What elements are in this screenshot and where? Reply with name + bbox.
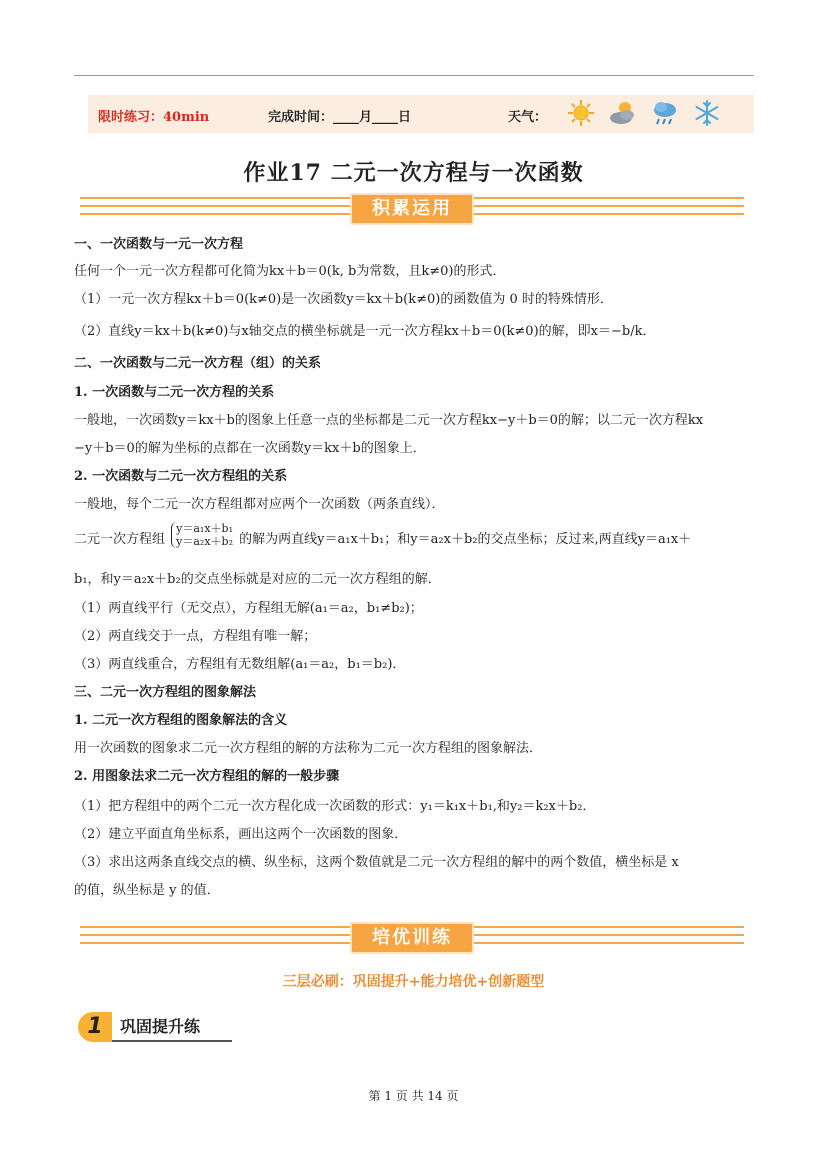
paragraph-text: 二元一次方程组 xyxy=(74,532,166,547)
paragraph-line: −y＋b＝0的解为坐标的点都在一次函数y＝kx＋b的图象上． xyxy=(74,441,426,456)
paragraph-text: 的解为两直线y＝a₁x＋b₁；和y＝a₂x＋b₂的交点坐标；反过来,两直线y＝a₁x＋ xyxy=(239,532,692,547)
equation-system-brace xyxy=(171,522,233,548)
heading-section-2: 二、一次函数与二元一次方程（组）的关系 xyxy=(74,356,322,371)
level-number: 1 xyxy=(78,1012,112,1042)
equation-system-line xyxy=(74,521,754,550)
subheading: 2. 用图象法求二元一次方程组的解的一般步骤 xyxy=(74,769,340,784)
weather-label: 天气： xyxy=(508,110,548,125)
equation-2: y＝a₂x＋b₂ xyxy=(176,534,233,548)
paragraph-line: 的值，纵坐标是 y 的值． xyxy=(74,883,220,898)
page-footer: 第 1 页 共 14 页 xyxy=(368,1089,459,1103)
time-limit-label: 限时练习：40min xyxy=(98,110,210,125)
completion-time-label: 完成时间：____月____日 xyxy=(268,110,412,125)
paragraph-line: （1）一元一次方程kx＋b＝0(k≠0)是一次函数y＝kx＋b(k≠0)的函数值为 0 时的特殊情形． xyxy=(74,292,613,307)
heading-section-3: 三、二元一次方程组的图象解法 xyxy=(74,685,257,700)
tagline: 三层必刷：巩固提升+能力培优+创新题型 xyxy=(282,974,545,990)
paragraph-line: （2）直线y＝kx＋b(k≠0)与x轴交点的横坐标就是一元一次方程kx＋b＝0(k≠0)的解，即x＝−b/k． xyxy=(74,324,656,339)
paragraph-line: 一般地，每个二元一次方程组都对应两个一次函数（两条直线）． xyxy=(74,497,445,512)
subheading: 1. 二元一次方程组的图象解法的含义 xyxy=(74,713,288,728)
snowflake-icon xyxy=(692,98,722,128)
paragraph-line: 一般地，一次函数y＝kx＋b的图象上任意一点的坐标都是二元一次方程kx−y＋b＝0的解；以二元一次方程kx xyxy=(74,413,704,428)
partly-cloudy-icon xyxy=(608,98,638,128)
equation-1: y＝a₁x＋b₁ xyxy=(176,521,233,535)
sun-icon xyxy=(566,98,596,128)
paragraph-line: b₁，和y＝a₂x＋b₂的交点坐标就是对应的二元一次方程组的解． xyxy=(74,572,441,587)
list-item: （3）求出这两条直线交点的横、纵坐标，这两个数值就是二元一次方程组的解中的两个数值，横坐标是 x xyxy=(74,855,679,870)
section-band-training xyxy=(80,922,744,954)
level-badge xyxy=(78,1012,228,1042)
section-band-accumulate xyxy=(80,193,744,225)
rain-cloud-icon xyxy=(650,98,680,128)
heading-section-1: 一、一次函数与一元一次方程 xyxy=(74,237,244,252)
paragraph-line: 用一次函数的图象求二元一次方程组的解的方法称为二元一次方程组的图象解法． xyxy=(74,741,543,756)
section-badge-training: 培优训练 xyxy=(350,922,474,954)
section-badge-accumulate: 积累运用 xyxy=(350,193,474,225)
list-item: （2）两直线交于一点，方程组有唯一解； xyxy=(74,629,317,644)
practice-info-bar xyxy=(88,95,754,133)
subheading: 1. 一次函数与二元一次方程的关系 xyxy=(74,385,275,400)
list-item: （2）建立平面直角坐标系，画出这两个一次函数的图象． xyxy=(74,827,408,842)
list-item: （3）两直线重合，方程组有无数组解(a₁＝a₂，b₁＝b₂)． xyxy=(74,657,406,672)
page-title: 作业17 二元一次方程与一次函数 xyxy=(243,160,584,186)
top-rule xyxy=(74,75,754,76)
list-item: （1）两直线平行（无交点），方程组无解(a₁＝a₂，b₁≠b₂)； xyxy=(74,601,423,616)
subheading: 2. 一次函数与二元一次方程组的关系 xyxy=(74,469,288,484)
list-item: （1）把方程组中的两个二元一次方程化成一次函数的形式：y₁＝k₁x＋b₁,和y₂＝k₂x＋b₂． xyxy=(74,799,596,814)
level-label: 巩固提升练 xyxy=(112,1012,232,1042)
paragraph-line: 任何一个一元一次方程都可化简为kx＋b＝0(k, b为常数，且k≠0)的形式． xyxy=(74,264,506,279)
